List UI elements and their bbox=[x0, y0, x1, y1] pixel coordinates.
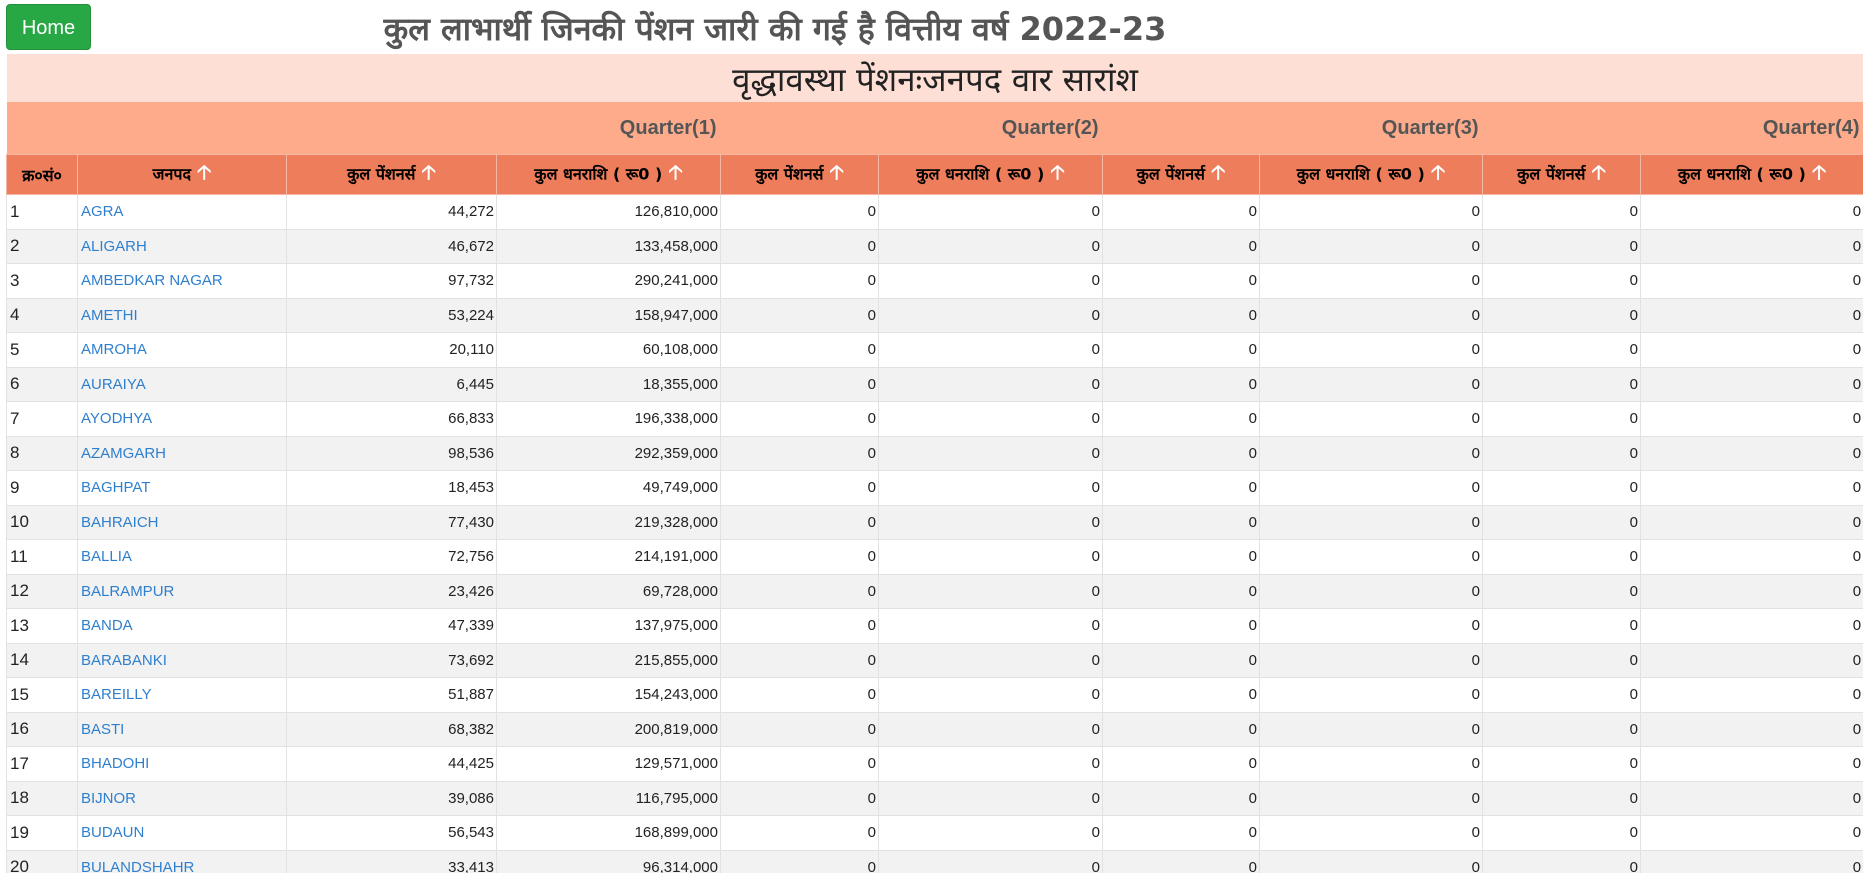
district-link[interactable]: BARABANKI bbox=[81, 651, 167, 669]
row-sno: 4 bbox=[7, 298, 78, 333]
q1-amount-cell: 116,795,000 bbox=[497, 781, 721, 816]
q1-amount-cell: 219,328,000 bbox=[497, 505, 721, 540]
district-link[interactable]: BAGHPAT bbox=[81, 479, 151, 497]
q4-pensioners-cell: 0 bbox=[1483, 333, 1641, 368]
q2-amount-cell: 0 bbox=[879, 229, 1103, 264]
district-cell bbox=[78, 367, 287, 402]
table-row bbox=[7, 574, 1863, 609]
q4-pensioners-cell: 0 bbox=[1483, 643, 1641, 678]
row-sno: 7 bbox=[7, 402, 78, 437]
q4-pensioners-cell: 0 bbox=[1483, 747, 1641, 782]
row-sno: 17 bbox=[7, 747, 78, 782]
row-sno: 18 bbox=[7, 781, 78, 816]
q3-amount-cell: 0 bbox=[1260, 402, 1483, 437]
q2-amount-cell: 0 bbox=[879, 850, 1103, 873]
q3-amount-cell: 0 bbox=[1260, 678, 1483, 713]
q2-amount-cell: 0 bbox=[879, 781, 1103, 816]
table-row bbox=[7, 816, 1863, 851]
q4-amount-cell: 0 bbox=[1641, 781, 1863, 816]
q4-amount-cell: 0 bbox=[1641, 402, 1863, 437]
q3-amount-cell: 0 bbox=[1260, 195, 1483, 230]
q2-pensioners-cell: 0 bbox=[721, 816, 879, 851]
col-header-pensioners-label: कुल पेंशनर्स bbox=[1517, 164, 1586, 183]
q4-pensioners-cell: 0 bbox=[1483, 229, 1641, 264]
table-container[interactable] bbox=[6, 54, 1863, 873]
col-header-q3-amount[interactable] bbox=[1260, 155, 1483, 195]
col-header-pensioners-label: कुल पेंशनर्स bbox=[347, 164, 416, 183]
q4-amount-cell: 0 bbox=[1641, 436, 1863, 471]
q3-amount-cell: 0 bbox=[1260, 712, 1483, 747]
top-bar bbox=[0, 0, 1863, 54]
quarter-1-header bbox=[7, 102, 721, 155]
district-link[interactable]: ALIGARH bbox=[81, 237, 147, 255]
row-sno: 3 bbox=[7, 264, 78, 299]
q2-amount-cell: 0 bbox=[879, 712, 1103, 747]
district-cell bbox=[78, 195, 287, 230]
q3-pensioners-cell: 0 bbox=[1103, 816, 1260, 851]
arrow-up-icon[interactable]: 🡡 bbox=[196, 159, 212, 184]
q2-pensioners-cell: 0 bbox=[721, 850, 879, 873]
q3-amount-cell: 0 bbox=[1260, 574, 1483, 609]
q3-pensioners-cell: 0 bbox=[1103, 678, 1260, 713]
q1-pensioners-cell: 33,413 bbox=[287, 850, 497, 873]
arrow-up-icon[interactable]: 🡡 bbox=[1050, 159, 1065, 184]
q1-amount-cell: 96,314,000 bbox=[497, 850, 721, 873]
col-header-q3-pensioners[interactable] bbox=[1103, 155, 1260, 195]
q1-amount-cell: 214,191,000 bbox=[497, 540, 721, 575]
q2-amount-cell: 0 bbox=[879, 298, 1103, 333]
q2-pensioners-cell: 0 bbox=[721, 574, 879, 609]
q1-amount-cell: 137,975,000 bbox=[497, 609, 721, 644]
col-header-q1-pensioners[interactable] bbox=[287, 155, 497, 195]
district-summary-table bbox=[6, 54, 1863, 873]
district-cell bbox=[78, 574, 287, 609]
q1-amount-cell: 292,359,000 bbox=[497, 436, 721, 471]
q1-pensioners-cell: 44,272 bbox=[287, 195, 497, 230]
table-caption: वृद्धावस्था पेंशनःजनपद वार सारांश bbox=[7, 54, 1863, 102]
district-cell bbox=[78, 229, 287, 264]
q2-pensioners-cell: 0 bbox=[721, 781, 879, 816]
q4-amount-cell: 0 bbox=[1641, 264, 1863, 299]
quarter-4-header bbox=[1483, 102, 1863, 155]
district-link[interactable]: AURAIYA bbox=[81, 375, 146, 393]
quarter-2-header bbox=[721, 102, 1103, 155]
q3-amount-cell: 0 bbox=[1260, 264, 1483, 299]
district-link[interactable]: AGRA bbox=[81, 203, 124, 221]
q3-amount-cell: 0 bbox=[1260, 229, 1483, 264]
q1-amount-cell: 126,810,000 bbox=[497, 195, 721, 230]
q4-pensioners-cell: 0 bbox=[1483, 540, 1641, 575]
q3-pensioners-cell: 0 bbox=[1103, 850, 1260, 873]
q4-pensioners-cell: 0 bbox=[1483, 436, 1641, 471]
q1-amount-cell: 158,947,000 bbox=[497, 298, 721, 333]
q4-amount-cell: 0 bbox=[1641, 505, 1863, 540]
q4-pensioners-cell: 0 bbox=[1483, 574, 1641, 609]
q4-pensioners-cell: 0 bbox=[1483, 850, 1641, 873]
district-link[interactable]: BASTI bbox=[81, 720, 125, 738]
table-row bbox=[7, 781, 1863, 816]
q2-amount-cell: 0 bbox=[879, 264, 1103, 299]
col-header-q1-amount[interactable] bbox=[497, 155, 721, 195]
district-link[interactable]: BULANDSHAHR bbox=[81, 858, 195, 873]
q4-amount-cell: 0 bbox=[1641, 678, 1863, 713]
table-row bbox=[7, 367, 1863, 402]
table-row bbox=[7, 678, 1863, 713]
q1-amount-cell: 60,108,000 bbox=[497, 333, 721, 368]
q4-amount-cell: 0 bbox=[1641, 816, 1863, 851]
q4-amount-cell: 0 bbox=[1641, 850, 1863, 873]
q3-pensioners-cell: 0 bbox=[1103, 574, 1260, 609]
row-sno: 11 bbox=[7, 540, 78, 575]
row-sno: 14 bbox=[7, 643, 78, 678]
q1-amount-cell: 154,243,000 bbox=[497, 678, 721, 713]
q3-amount-cell: 0 bbox=[1260, 816, 1483, 851]
q2-amount-cell: 0 bbox=[879, 609, 1103, 644]
district-link[interactable]: AMROHA bbox=[81, 341, 147, 359]
q3-pensioners-cell: 0 bbox=[1103, 712, 1260, 747]
quarter-3-header bbox=[1103, 102, 1483, 155]
q2-pensioners-cell: 0 bbox=[721, 540, 879, 575]
q2-amount-cell: 0 bbox=[879, 402, 1103, 437]
col-header-q4-pensioners[interactable] bbox=[1483, 155, 1641, 195]
row-sno: 6 bbox=[7, 367, 78, 402]
col-header-amount-label: कुल धनराशि ( रू0 ) bbox=[534, 164, 663, 183]
q3-pensioners-cell: 0 bbox=[1103, 471, 1260, 506]
q4-pensioners-cell: 0 bbox=[1483, 781, 1641, 816]
q1-pensioners-cell: 77,430 bbox=[287, 505, 497, 540]
table-row bbox=[7, 402, 1863, 437]
arrow-up-icon[interactable]: 🡡 bbox=[829, 159, 844, 184]
q4-pensioners-cell: 0 bbox=[1483, 367, 1641, 402]
q4-pensioners-cell: 0 bbox=[1483, 402, 1641, 437]
row-sno: 5 bbox=[7, 333, 78, 368]
row-sno: 1 bbox=[7, 195, 78, 230]
arrow-up-icon[interactable]: 🡡 bbox=[668, 159, 683, 184]
q1-pensioners-cell: 6,445 bbox=[287, 367, 497, 402]
q2-pensioners-cell: 0 bbox=[721, 609, 879, 644]
table-row bbox=[7, 229, 1863, 264]
row-sno: 2 bbox=[7, 229, 78, 264]
district-link[interactable]: AZAMGARH bbox=[81, 444, 167, 462]
district-cell bbox=[78, 333, 287, 368]
q3-pensioners-cell: 0 bbox=[1103, 505, 1260, 540]
row-sno: 10 bbox=[7, 505, 78, 540]
table-body bbox=[7, 195, 1863, 873]
q1-amount-cell: 200,819,000 bbox=[497, 712, 721, 747]
row-sno: 16 bbox=[7, 712, 78, 747]
q2-pensioners-cell: 0 bbox=[721, 678, 879, 713]
q3-amount-cell: 0 bbox=[1260, 367, 1483, 402]
col-header-sno-label: क्र०सं० bbox=[22, 165, 62, 185]
q1-pensioners-cell: 97,732 bbox=[287, 264, 497, 299]
q2-amount-cell: 0 bbox=[879, 505, 1103, 540]
q2-amount-cell: 0 bbox=[879, 195, 1103, 230]
row-sno: 9 bbox=[7, 471, 78, 506]
district-link[interactable]: BALLIA bbox=[81, 548, 132, 566]
q1-pensioners-cell: 20,110 bbox=[287, 333, 497, 368]
q1-pensioners-cell: 98,536 bbox=[287, 436, 497, 471]
table-row bbox=[7, 505, 1863, 540]
district-link[interactable]: BIJNOR bbox=[81, 789, 137, 807]
home-button[interactable]: Home bbox=[6, 4, 91, 50]
district-link[interactable]: AYODHYA bbox=[81, 410, 153, 428]
arrow-up-icon[interactable]: 🡡 bbox=[421, 159, 436, 184]
table-row bbox=[7, 712, 1863, 747]
table-row bbox=[7, 643, 1863, 678]
district-cell bbox=[78, 747, 287, 782]
q3-amount-cell: 0 bbox=[1260, 643, 1483, 678]
q4-pensioners-cell: 0 bbox=[1483, 678, 1641, 713]
col-header-q2-pensioners[interactable] bbox=[721, 155, 879, 195]
col-header-pensioners-label: कुल पेंशनर्स bbox=[755, 164, 824, 183]
q1-pensioners-cell: 73,692 bbox=[287, 643, 497, 678]
table-row bbox=[7, 850, 1863, 873]
table-row bbox=[7, 609, 1863, 644]
q3-amount-cell: 0 bbox=[1260, 609, 1483, 644]
q3-amount-cell: 0 bbox=[1260, 298, 1483, 333]
q3-pensioners-cell: 0 bbox=[1103, 643, 1260, 678]
q1-pensioners-cell: 44,425 bbox=[287, 747, 497, 782]
q2-amount-cell: 0 bbox=[879, 643, 1103, 678]
q2-pensioners-cell: 0 bbox=[721, 505, 879, 540]
row-sno: 8 bbox=[7, 436, 78, 471]
q2-pensioners-cell: 0 bbox=[721, 298, 879, 333]
q3-amount-cell: 0 bbox=[1260, 747, 1483, 782]
quarter-2-label: Quarter(2) bbox=[1001, 116, 1099, 139]
district-cell bbox=[78, 850, 287, 873]
q1-pensioners-cell: 56,543 bbox=[287, 816, 497, 851]
q1-pensioners-cell: 51,887 bbox=[287, 678, 497, 713]
q3-pensioners-cell: 0 bbox=[1103, 402, 1260, 437]
q3-pensioners-cell: 0 bbox=[1103, 781, 1260, 816]
district-link[interactable]: BUDAUN bbox=[81, 824, 145, 842]
q4-amount-cell: 0 bbox=[1641, 747, 1863, 782]
arrow-up-icon[interactable]: 🡡 bbox=[1211, 159, 1226, 184]
q3-pensioners-cell: 0 bbox=[1103, 609, 1260, 644]
arrow-up-icon[interactable]: 🡡 bbox=[1591, 159, 1606, 184]
q2-amount-cell: 0 bbox=[879, 471, 1103, 506]
district-link[interactable]: BANDA bbox=[81, 617, 133, 635]
district-cell bbox=[78, 712, 287, 747]
district-cell bbox=[78, 264, 287, 299]
q4-pensioners-cell: 0 bbox=[1483, 298, 1641, 333]
q1-pensioners-cell: 47,339 bbox=[287, 609, 497, 644]
q4-amount-cell: 0 bbox=[1641, 574, 1863, 609]
q1-pensioners-cell: 23,426 bbox=[287, 574, 497, 609]
district-link[interactable]: BAHRAICH bbox=[81, 513, 159, 531]
q4-pensioners-cell: 0 bbox=[1483, 505, 1641, 540]
q4-pensioners-cell: 0 bbox=[1483, 609, 1641, 644]
q1-amount-cell: 196,338,000 bbox=[497, 402, 721, 437]
q1-pensioners-cell: 18,453 bbox=[287, 471, 497, 506]
q3-pensioners-cell: 0 bbox=[1103, 747, 1260, 782]
table-row bbox=[7, 436, 1863, 471]
q2-pensioners-cell: 0 bbox=[721, 195, 879, 230]
q1-amount-cell: 18,355,000 bbox=[497, 367, 721, 402]
q2-amount-cell: 0 bbox=[879, 367, 1103, 402]
row-sno: 19 bbox=[7, 816, 78, 851]
arrow-up-icon[interactable]: 🡡 bbox=[1811, 159, 1827, 184]
district-cell bbox=[78, 436, 287, 471]
column-header-row bbox=[7, 155, 1863, 195]
arrow-up-icon[interactable]: 🡡 bbox=[1430, 159, 1446, 184]
q1-amount-cell: 69,728,000 bbox=[497, 574, 721, 609]
quarter-1-label: Quarter(1) bbox=[619, 116, 717, 139]
district-cell bbox=[78, 609, 287, 644]
col-header-district-label: जनपद bbox=[152, 164, 191, 183]
q1-amount-cell: 168,899,000 bbox=[497, 816, 721, 851]
district-link[interactable]: BHADOHI bbox=[81, 755, 150, 773]
q4-amount-cell: 0 bbox=[1641, 540, 1863, 575]
q2-pensioners-cell: 0 bbox=[721, 712, 879, 747]
q3-pensioners-cell: 0 bbox=[1103, 367, 1260, 402]
col-header-district[interactable] bbox=[78, 155, 287, 195]
q2-pensioners-cell: 0 bbox=[721, 264, 879, 299]
col-header-amount-label: कुल धनराशि ( रू0 ) bbox=[916, 164, 1045, 183]
q1-amount-cell: 129,571,000 bbox=[497, 747, 721, 782]
q4-amount-cell: 0 bbox=[1641, 712, 1863, 747]
q1-pensioners-cell: 39,086 bbox=[287, 781, 497, 816]
q2-amount-cell: 0 bbox=[879, 574, 1103, 609]
district-cell bbox=[78, 402, 287, 437]
q1-pensioners-cell: 66,833 bbox=[287, 402, 497, 437]
q1-amount-cell: 49,749,000 bbox=[497, 471, 721, 506]
q3-pensioners-cell: 0 bbox=[1103, 229, 1260, 264]
table-row bbox=[7, 540, 1863, 575]
district-cell bbox=[78, 471, 287, 506]
q2-pensioners-cell: 0 bbox=[721, 367, 879, 402]
q2-amount-cell: 0 bbox=[879, 540, 1103, 575]
q1-pensioners-cell: 68,382 bbox=[287, 712, 497, 747]
q2-pensioners-cell: 0 bbox=[721, 747, 879, 782]
row-sno: 13 bbox=[7, 609, 78, 644]
col-header-q4-amount[interactable] bbox=[1641, 155, 1863, 195]
q2-amount-cell: 0 bbox=[879, 436, 1103, 471]
row-sno: 15 bbox=[7, 678, 78, 713]
table-row bbox=[7, 471, 1863, 506]
q3-amount-cell: 0 bbox=[1260, 471, 1483, 506]
district-cell bbox=[78, 643, 287, 678]
q4-amount-cell: 0 bbox=[1641, 367, 1863, 402]
q4-amount-cell: 0 bbox=[1641, 471, 1863, 506]
table-row bbox=[7, 195, 1863, 230]
q1-amount-cell: 215,855,000 bbox=[497, 643, 721, 678]
q4-amount-cell: 0 bbox=[1641, 229, 1863, 264]
q4-pensioners-cell: 0 bbox=[1483, 816, 1641, 851]
q2-pensioners-cell: 0 bbox=[721, 436, 879, 471]
q3-amount-cell: 0 bbox=[1260, 436, 1483, 471]
q4-pensioners-cell: 0 bbox=[1483, 712, 1641, 747]
q4-amount-cell: 0 bbox=[1641, 195, 1863, 230]
quarter-3-label: Quarter(3) bbox=[1381, 116, 1479, 139]
district-cell bbox=[78, 816, 287, 851]
page-title: कुल लाभार्थी जिनकी पेंशन जारी की गई है वित्तीय वर्ष 2022-23 bbox=[383, 10, 1167, 48]
q4-pensioners-cell: 0 bbox=[1483, 264, 1641, 299]
q2-pensioners-cell: 0 bbox=[721, 402, 879, 437]
q3-pensioners-cell: 0 bbox=[1103, 264, 1260, 299]
district-link[interactable]: BAREILLY bbox=[81, 686, 152, 704]
quarter-header-row bbox=[7, 102, 1863, 155]
q4-pensioners-cell: 0 bbox=[1483, 471, 1641, 506]
table-row bbox=[7, 747, 1863, 782]
q3-pensioners-cell: 0 bbox=[1103, 436, 1260, 471]
col-header-q2-amount[interactable] bbox=[879, 155, 1103, 195]
q2-amount-cell: 0 bbox=[879, 747, 1103, 782]
quarter-4-label: Quarter(4) bbox=[1762, 116, 1860, 139]
q4-amount-cell: 0 bbox=[1641, 609, 1863, 644]
table-row bbox=[7, 298, 1863, 333]
district-cell bbox=[78, 505, 287, 540]
q2-pensioners-cell: 0 bbox=[721, 229, 879, 264]
q3-amount-cell: 0 bbox=[1260, 333, 1483, 368]
q4-pensioners-cell: 0 bbox=[1483, 195, 1641, 230]
district-link[interactable]: AMBEDKAR NAGAR bbox=[81, 272, 223, 290]
col-header-amount-label: कुल धनराशि ( रू0 ) bbox=[1296, 164, 1425, 183]
q2-pensioners-cell: 0 bbox=[721, 471, 879, 506]
district-cell bbox=[78, 298, 287, 333]
q3-amount-cell: 0 bbox=[1260, 781, 1483, 816]
q1-pensioners-cell: 53,224 bbox=[287, 298, 497, 333]
table-row bbox=[7, 264, 1863, 299]
q4-amount-cell: 0 bbox=[1641, 298, 1863, 333]
q1-pensioners-cell: 72,756 bbox=[287, 540, 497, 575]
district-cell bbox=[78, 540, 287, 575]
q1-amount-cell: 290,241,000 bbox=[497, 264, 721, 299]
q3-amount-cell: 0 bbox=[1260, 850, 1483, 873]
col-header-pensioners-label: कुल पेंशनर्स bbox=[1136, 164, 1205, 183]
q1-amount-cell: 133,458,000 bbox=[497, 229, 721, 264]
q3-pensioners-cell: 0 bbox=[1103, 298, 1260, 333]
q3-pensioners-cell: 0 bbox=[1103, 540, 1260, 575]
q4-amount-cell: 0 bbox=[1641, 643, 1863, 678]
col-header-sno[interactable] bbox=[7, 155, 78, 195]
q4-amount-cell: 0 bbox=[1641, 333, 1863, 368]
q2-pensioners-cell: 0 bbox=[721, 643, 879, 678]
q3-amount-cell: 0 bbox=[1260, 540, 1483, 575]
row-sno: 12 bbox=[7, 574, 78, 609]
district-link[interactable]: BALRAMPUR bbox=[81, 582, 175, 600]
district-link[interactable]: AMETHI bbox=[81, 306, 138, 324]
table-row bbox=[7, 333, 1863, 368]
col-header-amount-label: कुल धनराशि ( रू0 ) bbox=[1677, 164, 1806, 183]
q2-amount-cell: 0 bbox=[879, 678, 1103, 713]
q2-amount-cell: 0 bbox=[879, 816, 1103, 851]
q2-pensioners-cell: 0 bbox=[721, 333, 879, 368]
q3-amount-cell: 0 bbox=[1260, 505, 1483, 540]
row-sno: 20 bbox=[7, 850, 78, 873]
q2-amount-cell: 0 bbox=[879, 333, 1103, 368]
district-cell bbox=[78, 781, 287, 816]
q3-pensioners-cell: 0 bbox=[1103, 333, 1260, 368]
district-cell bbox=[78, 678, 287, 713]
q3-pensioners-cell: 0 bbox=[1103, 195, 1260, 230]
q1-pensioners-cell: 46,672 bbox=[287, 229, 497, 264]
